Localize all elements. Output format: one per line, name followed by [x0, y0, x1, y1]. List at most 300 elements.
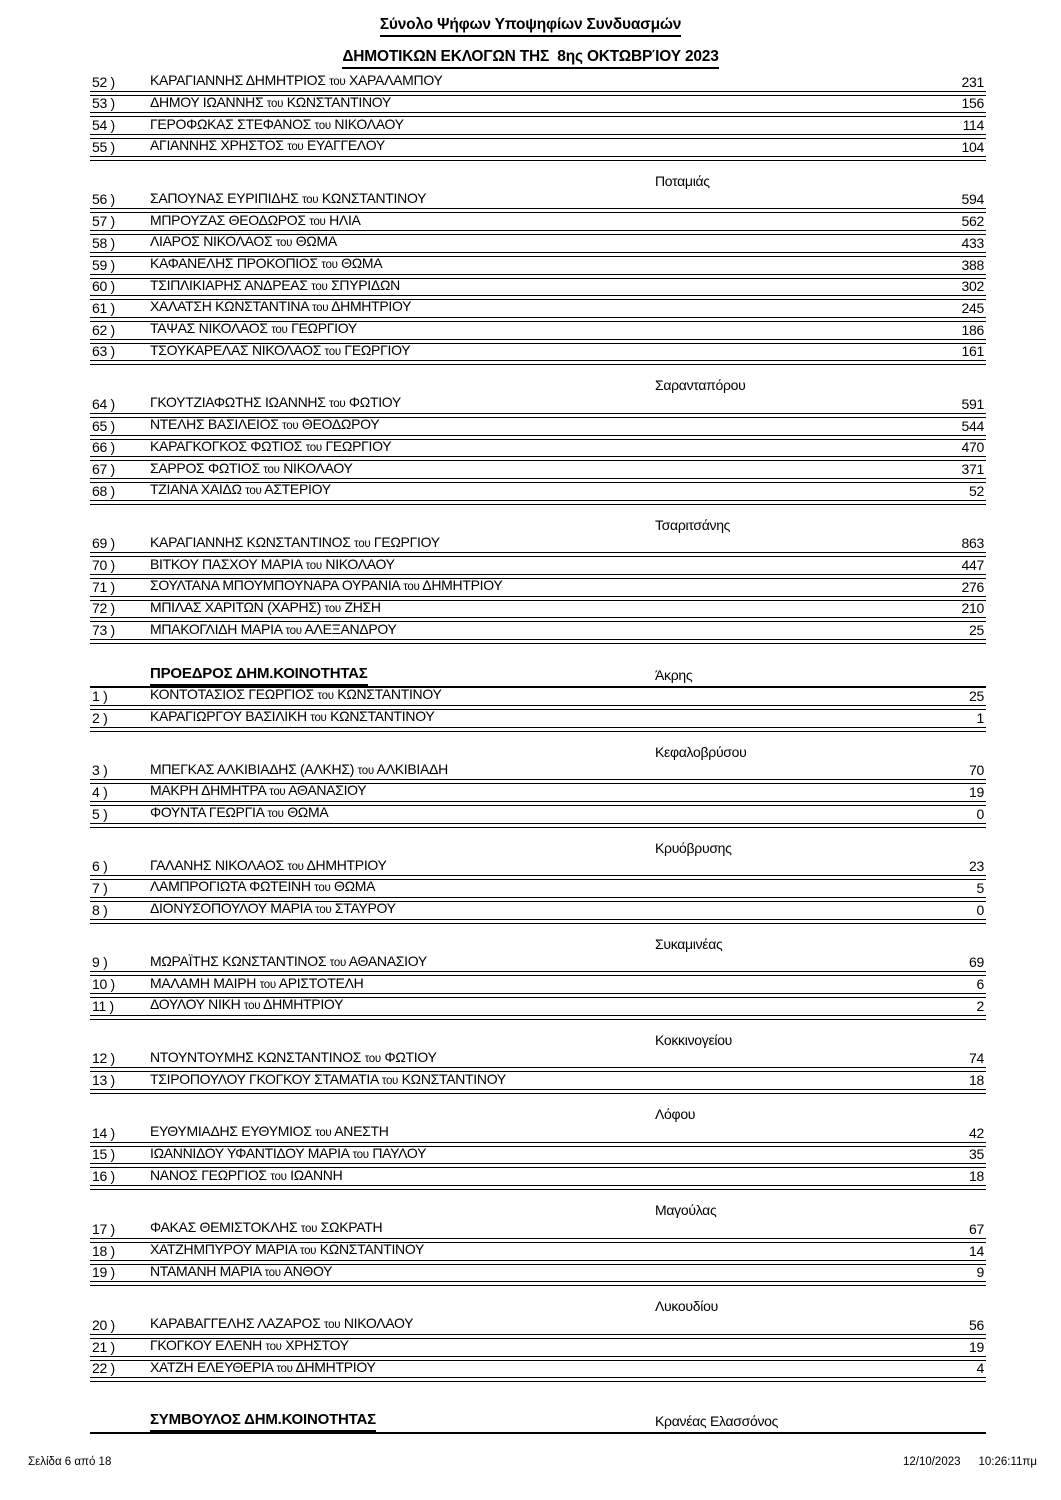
candidate-fullname: ΓΚΟΥΤΖΙΑΦΩΤΗΣ ΙΩΑΝΝΗΣ — [150, 394, 326, 411]
section-location-header — [90, 924, 986, 955]
candidate-row — [90, 806, 986, 828]
father-name: ΔΗΜΗΤΡΙΟΥ — [422, 577, 503, 594]
father-name: ΓΕΩΡΓΙΟΥ — [291, 320, 357, 337]
patronymic-connector: του — [264, 1266, 281, 1279]
patronymic-connector: του — [287, 141, 304, 154]
father-name: ΑΛΕΞΑΝΔΡΟΥ — [304, 620, 397, 637]
vote-count: 5 — [976, 879, 984, 896]
vote-count: 470 — [961, 439, 984, 456]
section-location-header — [90, 1094, 986, 1125]
candidate-number: 8 ) — [92, 901, 108, 918]
candidate-name — [150, 901, 396, 917]
candidate-number: 67 ) — [92, 461, 115, 477]
candidate-fullname: ΚΑΡΑΓΙΑΝΝΗΣ ΔΗΜΗΤΡΙΟΣ — [150, 72, 326, 89]
candidate-row — [90, 1262, 986, 1287]
vote-count: 25 — [969, 622, 984, 639]
patronymic-connector: του — [259, 978, 276, 991]
candidate-row — [90, 341, 986, 366]
section-location-label: Σαρανταπόρου — [655, 377, 746, 394]
patronymic-connector: του — [314, 882, 331, 895]
category-location-label: Άκρης — [655, 667, 693, 684]
patronymic-connector: του — [300, 1245, 317, 1257]
candidate-name — [150, 1360, 376, 1376]
candidate-row — [90, 276, 986, 301]
father-name: ΔΗΜΗΤΡΙΟΥ — [263, 996, 344, 1013]
candidate-list — [90, 74, 986, 1434]
candidate-name — [150, 762, 448, 778]
father-name: ΚΩΝΣΤΑΝΤΙΝΟΥ — [286, 93, 391, 110]
candidate-number: 65 ) — [92, 417, 115, 434]
candidate-fullname: ΣΟΥΛΤΑΝΑ ΜΠΟΥΜΠΟΥΝΑΡΑ ΟΥΡΑΝΙΑ — [150, 577, 400, 594]
candidate-fullname: ΣΑΡΡΟΣ ΦΩΤΙΟΣ — [150, 459, 260, 476]
candidate-name — [150, 535, 440, 551]
father-name: ΑΘΑΝΑΣΙΟΥ — [348, 952, 427, 969]
candidate-fullname: ΚΟΝΤΟΤΑΣΙΟΣ ΓΕΩΡΓΙΟΣ — [150, 686, 314, 703]
candidate-row — [90, 396, 986, 418]
candidate-number: 55 ) — [92, 138, 115, 155]
candidate-name — [150, 417, 379, 433]
patronymic-connector: του — [329, 76, 346, 89]
father-name: ΖΗΣΗ — [344, 598, 381, 615]
section-location-header — [90, 1020, 986, 1051]
father-name: ΝΙΚΟΛΑΟΥ — [283, 459, 353, 476]
candidate-number: 68 ) — [92, 482, 115, 499]
candidate-row — [90, 139, 986, 161]
candidate-name — [150, 1316, 413, 1332]
candidate-number: 20 ) — [92, 1316, 115, 1333]
section-location-label: Κεφαλοβρύσου — [655, 743, 747, 760]
section-location-label: Λυκουδίου — [655, 1298, 718, 1315]
vote-count: 42 — [969, 1124, 984, 1141]
candidate-number: 22 ) — [92, 1360, 115, 1377]
vote-count: 591 — [961, 395, 984, 412]
candidate-fullname: ΔΙΟΝΥΣΟΠΟΥΛΟΥ ΜΑΡΙΑ — [150, 900, 312, 917]
candidate-name — [150, 687, 442, 703]
patronymic-connector: του — [265, 1341, 282, 1354]
candidate-row — [90, 300, 986, 322]
candidate-number: 4 ) — [92, 783, 108, 800]
father-name: ΦΩΤΙΟΥ — [384, 1048, 437, 1065]
father-name: ΔΗΜΗΤΡΙΟΥ — [331, 298, 412, 315]
vote-count: 1 — [976, 709, 984, 726]
document-title: Σύνολο Ψήφων Υποψηφίων Συνδυασμών — [380, 16, 681, 37]
patronymic-connector: του — [364, 1052, 381, 1065]
candidate-fullname: ΚΑΡΑΓΙΑΝΝΗΣ ΚΩΝΣΤΑΝΤΙΝΟΣ — [150, 533, 351, 550]
vote-count: 388 — [961, 256, 984, 273]
patronymic-connector: του — [357, 764, 374, 777]
patronymic-connector: του — [287, 860, 304, 873]
vote-count: 2 — [976, 997, 984, 1014]
candidate-number: 1 ) — [92, 687, 108, 704]
vote-count: 18 — [969, 1072, 984, 1089]
category-location-label: Κρανέας Ελασσόνος — [655, 1413, 779, 1430]
category-title: ΣΥΜΒΟΥΛΟΣ ΔΗΜ.ΚΟΙΝΟΤΗΤΑΣ — [150, 1412, 376, 1432]
candidate-fullname: ΓΚΟΓΚΟΥ ΕΛΕΝΗ — [150, 1337, 262, 1354]
candidate-name — [150, 954, 427, 970]
document-title-line2 — [0, 48, 1061, 69]
candidate-number: 53 ) — [92, 95, 115, 112]
candidate-number: 9 ) — [92, 954, 108, 971]
candidate-row — [90, 784, 986, 806]
father-name: ΦΩΤΙΟΥ — [348, 394, 401, 411]
candidate-row — [90, 579, 986, 601]
patronymic-connector: του — [305, 441, 322, 454]
candidate-fullname: ΝΑΝΟΣ ΓΕΩΡΓΙΟΣ — [150, 1166, 267, 1183]
candidate-fullname: ΚΑΡΑΒΑΓΓΕΛΗΣ ΛΑΖΑΡΟΣ — [150, 1315, 321, 1332]
print-date: 12/10/2023 — [902, 1456, 961, 1468]
candidate-number: 12 ) — [92, 1050, 115, 1067]
candidate-row — [90, 1125, 986, 1147]
vote-count: 302 — [961, 278, 984, 295]
patronymic-connector: του — [285, 624, 302, 637]
candidate-number: 57 ) — [92, 213, 115, 230]
patronymic-connector: του — [267, 808, 284, 821]
candidate-fullname: ΛΑΜΠΡΟΓΙΩΤΑ ΦΩΤΕΙΝΗ — [150, 878, 311, 895]
candidate-row — [90, 976, 986, 998]
candidate-name — [150, 1072, 506, 1088]
candidate-fullname: ΝΤΑΜΑΝΗ ΜΑΡΙΑ — [150, 1262, 261, 1279]
vote-count: 104 — [961, 138, 984, 155]
vote-count: 18 — [969, 1168, 984, 1185]
patronymic-connector: του — [315, 1127, 332, 1140]
vote-count: 70 — [969, 762, 984, 779]
patronymic-connector: του — [300, 1223, 318, 1236]
father-name: ΚΩΝΣΤΑΝΤΙΝΟΥ — [319, 1241, 425, 1257]
candidate-number: 73 ) — [92, 622, 115, 639]
candidate-name — [150, 997, 343, 1013]
candidate-row — [90, 622, 986, 644]
candidate-name — [150, 234, 337, 250]
vote-count: 67 — [969, 1220, 984, 1237]
candidate-number: 64 ) — [92, 395, 115, 412]
candidate-fullname: ΜΠΕΓΚΑΣ ΑΛΚΙΒΙΑΔΗΣ (ΑΛΚΗΣ) — [150, 760, 355, 777]
candidate-row — [90, 557, 986, 579]
patronymic-connector: του — [352, 1148, 369, 1161]
patronymic-connector: του — [403, 581, 420, 594]
candidate-number: 21 ) — [92, 1338, 115, 1355]
candidate-row — [90, 437, 986, 462]
candidate-name — [150, 1264, 332, 1280]
patronymic-connector: του — [263, 463, 280, 476]
patronymic-connector: του — [314, 119, 331, 132]
candidate-row — [90, 257, 986, 279]
patronymic-connector: του — [324, 345, 341, 358]
section-location-label: Λόφου — [655, 1106, 696, 1123]
candidate-name — [150, 321, 357, 337]
candidate-name — [150, 1168, 342, 1184]
father-name: ΧΑΡΑΛΑΜΠΟΥ — [348, 72, 443, 89]
candidate-row — [90, 998, 986, 1020]
candidate-fullname: ΔΟΥΛΟΥ ΝΙΚΗ — [150, 996, 241, 1013]
candidate-name — [150, 256, 382, 272]
candidate-name — [150, 482, 331, 498]
candidate-name — [150, 461, 353, 477]
candidate-name — [150, 557, 395, 573]
patronymic-connector: του — [321, 259, 338, 271]
patronymic-connector: του — [282, 420, 299, 433]
candidate-number: 62 ) — [92, 321, 115, 338]
vote-count: 594 — [961, 191, 984, 208]
candidate-number: 11 ) — [92, 997, 114, 1014]
patronymic-connector: του — [311, 280, 328, 293]
candidate-name — [150, 278, 400, 294]
vote-count: 52 — [969, 482, 984, 499]
section-location-label: Ποταμιάς — [655, 172, 710, 189]
vote-count: 74 — [969, 1050, 984, 1067]
patronymic-connector: του — [309, 215, 326, 228]
father-name: ΝΙΚΟΛΑΟΥ — [334, 115, 404, 132]
father-name: ΚΩΝΣΤΑΝΤΙΝΟΥ — [330, 708, 435, 724]
candidate-row — [90, 880, 986, 902]
candidate-row — [90, 189, 986, 214]
father-name: ΕΥΑΓΓΕΛΟΥ — [307, 137, 385, 154]
father-name: ΔΗΜΗΤΡΙΟΥ — [306, 856, 387, 873]
candidate-row — [90, 1048, 986, 1073]
section-location-header — [90, 505, 986, 536]
vote-count: 23 — [969, 858, 984, 875]
candidate-name — [150, 343, 410, 359]
father-name: ΙΩΑΝΝΗ — [290, 1166, 343, 1183]
candidate-fullname: ΚΑΡΑΓΚΟΓΚΟΣ ΦΩΤΙΟΣ — [150, 437, 303, 454]
candidate-fullname: ΒΙΤΚΟΥ ΠΑΣΧΟΥ ΜΑΡΙΑ — [150, 555, 303, 572]
father-name: ΗΛΙΑ — [329, 211, 361, 228]
candidate-name — [150, 299, 411, 315]
candidate-row — [90, 760, 986, 785]
patronymic-connector: του — [312, 302, 329, 315]
patronymic-connector: του — [245, 485, 262, 498]
candidate-name — [150, 95, 391, 111]
candidate-row — [90, 856, 986, 881]
vote-count: 56 — [969, 1316, 984, 1333]
candidate-fullname: ΧΑΛΑΤΣΗ ΚΩΝΣΤΑΝΤΙΝΑ — [150, 298, 309, 315]
candidate-row — [90, 533, 986, 558]
father-name: ΓΕΩΡΓΙΟΥ — [344, 341, 411, 358]
candidate-row — [90, 688, 986, 710]
patronymic-connector: του — [276, 1362, 293, 1375]
candidate-row — [90, 1072, 986, 1094]
candidate-name — [150, 1146, 426, 1162]
candidate-fullname: ΕΥΘΥΜΙΑΔΗΣ ΕΥΘΥΜΙΟΣ — [150, 1123, 312, 1140]
candidate-fullname: ΧΑΤΖΗΜΠΥΡΟΥ ΜΑΡΙΑ — [150, 1241, 297, 1257]
candidate-name — [150, 1338, 349, 1354]
vote-count: 210 — [961, 600, 984, 617]
vote-count: 19 — [969, 783, 984, 800]
candidate-fullname: ΝΤΟΥΝΤΟΥΜΗΣ ΚΩΝΣΤΑΝΤΙΝΟΣ — [150, 1048, 362, 1065]
candidate-name — [150, 1050, 437, 1066]
candidate-number: 3 ) — [92, 762, 108, 779]
section-location-header — [90, 732, 986, 763]
candidate-number: 5 ) — [92, 805, 108, 822]
candidate-fullname: ΜΠΙΛΑΣ ΧΑΡΙΤΩΝ (ΧΑΡΗΣ) — [150, 598, 322, 615]
candidate-row — [90, 1243, 986, 1265]
vote-count: 371 — [961, 461, 984, 477]
candidate-fullname: ΚΑΡΑΓΙΩΡΓΟΥ ΒΑΣΙΛΙΚΗ — [150, 708, 307, 724]
candidate-fullname: ΣΑΠΟΥΝΑΣ ΕΥΡΙΠΙΔΗΣ — [150, 189, 299, 206]
candidate-row — [90, 1317, 986, 1339]
candidate-number: 63 ) — [92, 343, 115, 360]
father-name: ΚΩΝΣΤΑΝΤΙΝΟΥ — [401, 1070, 506, 1087]
patronymic-connector: του — [275, 237, 293, 250]
candidate-number: 17 ) — [92, 1220, 115, 1237]
vote-count: 562 — [961, 213, 984, 230]
candidate-row — [90, 598, 986, 623]
candidate-name — [150, 1242, 424, 1258]
vote-count: 245 — [961, 299, 984, 316]
document-header — [0, 0, 1061, 69]
patronymic-connector: του — [266, 97, 284, 110]
patronymic-connector: του — [324, 1319, 341, 1332]
vote-count: 447 — [961, 557, 984, 574]
candidate-fullname: ΧΑΤΖΗ ΕΛΕΥΘΕΡΙΑ — [150, 1358, 273, 1375]
page-number: Σελίδα 6 από 18 — [28, 1456, 112, 1468]
father-name: ΑΡΙΣΤΟΤΕΛΗ — [278, 974, 364, 991]
father-name: ΣΩΚΡΑΤΗ — [320, 1219, 383, 1236]
candidate-name — [150, 73, 443, 89]
candidate-number: 58 ) — [92, 234, 115, 251]
father-name: ΓΕΩΡΓΙΟΥ — [325, 437, 392, 454]
candidate-name — [150, 1220, 382, 1236]
candidate-name — [150, 395, 401, 411]
candidate-number: 7 ) — [92, 879, 108, 896]
candidate-row — [90, 235, 986, 257]
candidate-fullname: ΜΠΡΟΥΖΑΣ ΘΕΟΔΩΡΟΣ — [150, 211, 306, 228]
candidate-number: 60 ) — [92, 278, 115, 295]
candidate-name — [150, 439, 391, 455]
candidate-number: 66 ) — [92, 439, 115, 456]
candidate-name — [150, 1124, 389, 1140]
vote-count: 231 — [961, 73, 984, 90]
candidate-row — [90, 117, 986, 139]
patronymic-connector: του — [305, 559, 322, 572]
section-location-label: Μαγούλας — [655, 1202, 717, 1219]
candidate-row — [90, 902, 986, 924]
document-title-line1 — [0, 16, 1061, 37]
patronymic-connector: του — [317, 690, 334, 703]
candidate-number: 6 ) — [92, 858, 108, 875]
candidate-name — [150, 600, 381, 616]
candidate-number: 14 ) — [92, 1124, 115, 1141]
candidate-number: 10 ) — [92, 976, 115, 992]
father-name: ΑΣΤΕΡΙΟΥ — [264, 481, 331, 498]
section-location-header — [90, 365, 986, 396]
candidate-number: 13 ) — [92, 1072, 115, 1089]
candidate-name — [150, 622, 397, 638]
father-name: ΣΠΥΡΙΔΩΝ — [331, 276, 400, 293]
vote-count: 0 — [976, 805, 984, 822]
vote-count: 19 — [969, 1338, 984, 1355]
father-name: ΠΑΥΛΟΥ — [372, 1144, 427, 1161]
candidate-name — [150, 213, 361, 229]
candidate-name — [150, 976, 363, 992]
section-location-header — [90, 1286, 986, 1317]
section-location-header — [90, 1190, 986, 1221]
vote-count: 161 — [961, 343, 984, 360]
father-name: ΘΩΜΑ — [334, 878, 376, 895]
father-name: ΣΤΑΥΡΟΥ — [334, 900, 396, 917]
vote-count: 863 — [961, 535, 984, 552]
candidate-fullname: ΤΑΨΑΣ ΝΙΚΟΛΑΟΣ — [150, 320, 268, 337]
vote-count: 114 — [962, 117, 984, 134]
section-location-header — [90, 828, 986, 859]
candidate-row — [90, 1221, 986, 1243]
candidate-row — [90, 93, 986, 118]
father-name: ΔΗΜΗΤΡΙΟΥ — [295, 1358, 376, 1375]
vote-count: 35 — [969, 1146, 984, 1163]
candidate-fullname: ΤΣΟΥΚΑΡΕΛΑΣ ΝΙΚΟΛΑΟΣ — [150, 341, 322, 358]
candidate-name — [150, 783, 366, 799]
candidate-number: 2 ) — [92, 709, 108, 726]
father-name: ΑΝΘΟΥ — [283, 1262, 333, 1279]
candidate-number: 56 ) — [92, 191, 115, 208]
vote-count: 544 — [961, 417, 984, 434]
vote-count: 4 — [976, 1360, 984, 1377]
patronymic-connector: του — [270, 1170, 287, 1183]
candidate-row — [90, 952, 986, 977]
vote-count: 6 — [976, 976, 984, 992]
father-name: ΘΩΜΑ — [295, 233, 337, 250]
candidate-fullname: ΓΑΛΑΝΗΣ ΝΙΚΟΛΑΟΣ — [150, 856, 284, 873]
vote-count: 9 — [976, 1264, 984, 1281]
vote-count: 14 — [969, 1242, 984, 1259]
candidate-row — [90, 461, 986, 483]
candidate-fullname: ΑΓΙΑΝΝΗΣ ΧΡΗΣΤΟΣ — [150, 137, 284, 154]
candidate-row — [90, 710, 986, 732]
candidate-fullname: ΤΖΙΑΝΑ ΧΑΙΔΩ — [150, 481, 242, 498]
print-time: 10:26:11πμ — [978, 1456, 1037, 1468]
patronymic-connector: του — [315, 904, 332, 917]
candidate-fullname: ΝΤΕΛΗΣ ΒΑΣΙΛΕΙΟΣ — [150, 416, 279, 433]
category-header — [90, 644, 986, 688]
candidate-number: 61 ) — [92, 299, 115, 316]
candidate-name — [150, 709, 434, 725]
category-header — [90, 1382, 986, 1434]
candidate-number: 18 ) — [92, 1242, 115, 1259]
father-name: ΑΝΕΣΤΗ — [334, 1123, 389, 1140]
patronymic-connector: του — [381, 1074, 399, 1087]
patronymic-connector: του — [329, 956, 346, 969]
candidate-number: 71 ) — [92, 578, 115, 595]
candidate-name — [150, 805, 328, 821]
candidate-row — [90, 213, 986, 235]
father-name: ΝΙΚΟΛΑΟΥ — [343, 1315, 414, 1332]
candidate-fullname: ΤΣΙΡΟΠΟΥΛΟΥ ΓΚΟΓΚΟΥ ΣΤΑΜΑΤΙΑ — [150, 1070, 379, 1087]
patronymic-connector: του — [354, 537, 371, 550]
candidate-name — [150, 879, 375, 895]
candidate-number: 54 ) — [92, 117, 115, 134]
candidate-name — [150, 117, 404, 133]
father-name: ΓΕΩΡΓΙΟΥ — [373, 533, 440, 550]
section-location-label: Κοκκινογείου — [655, 1031, 733, 1048]
father-name: ΚΩΝΣΤΑΝΤΙΝΟΥ — [321, 189, 427, 206]
candidate-row — [90, 483, 986, 505]
candidate-number: 16 ) — [92, 1168, 115, 1185]
section-location-label: Συκαμινέας — [655, 935, 723, 952]
candidate-fullname: ΙΩΑΝΝΙΔΟΥ ΥΦΑΝΤΙΔΟΥ ΜΑΡΙΑ — [150, 1144, 349, 1161]
father-name: ΑΛΚΙΒΙΑΔΗ — [376, 760, 448, 777]
candidate-fullname: ΜΩΡΑΪΤΗΣ ΚΩΝΣΤΑΝΤΙΝΟΣ — [150, 952, 327, 969]
candidate-fullname: ΜΑΚΡΗ ΔΗΜΗΤΡΑ — [150, 782, 266, 799]
patronymic-connector: του — [271, 324, 288, 337]
section-location-header — [90, 161, 986, 192]
candidate-fullname: ΚΑΦΑΝΕΛΗΣ ΠΡΟΚΟΠΙΟΣ — [150, 255, 318, 271]
vote-count: 0 — [976, 901, 984, 918]
vote-count: 25 — [969, 687, 984, 704]
candidate-number: 72 ) — [92, 600, 115, 617]
candidate-fullname: ΓΕΡΟΦΩΚΑΣ ΣΤΕΦΑΝΟΣ — [150, 115, 312, 132]
document-subtitle: ΔΗΜΟΤΙΚΩΝ ΕΚΛΟΓΩΝ ΤΗΣ 8ης ΟΚΤΩΒΡΊΟΥ 2023 — [342, 48, 718, 69]
vote-count: 156 — [961, 95, 984, 112]
candidate-row — [90, 1144, 986, 1169]
